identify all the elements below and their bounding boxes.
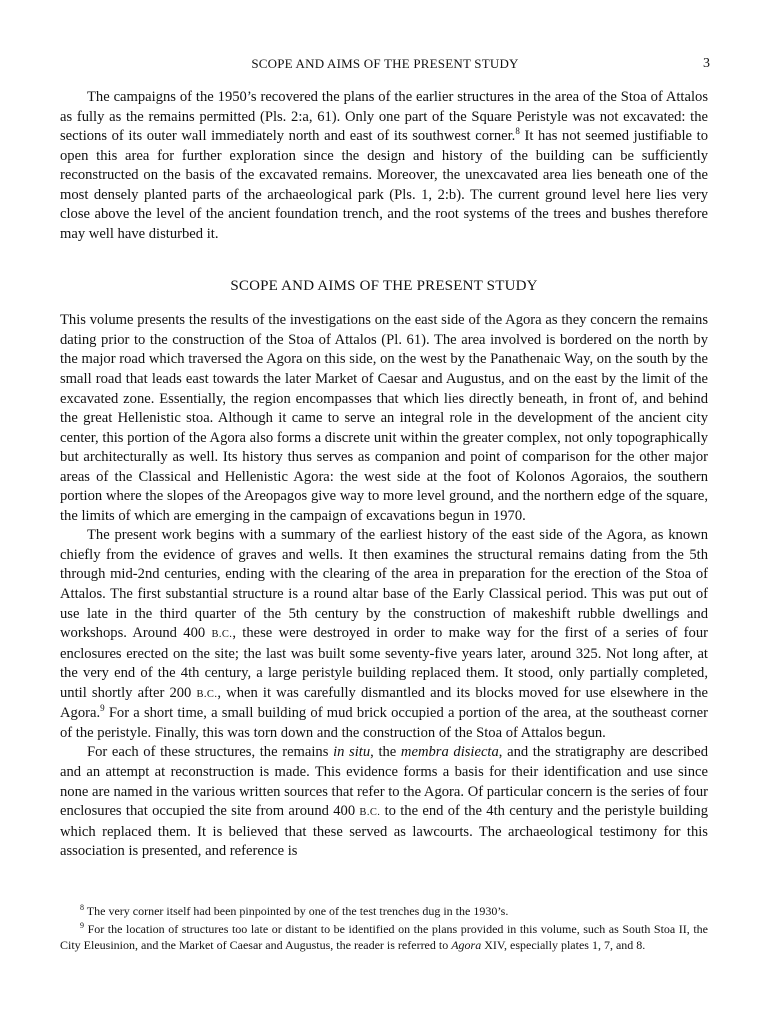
p3-text-d: to the end of the 4th century and the peristyle building which replaced them. It is believed that these served as lawcourts. The archaeological testimony for this association is presented, and reference is <box>60 803 708 860</box>
intro-paragraph <box>60 88 708 244</box>
p2-text-a: The present work begins with a summary of the earliest history of the east side of the Agora, as known chiefly from the evidence of graves and wells. It then examines the structural remains dating from the 5th through mid-2nd centuries, ending with the clearing of the area in preparation for the erection of the Stoa of Attalos. The first substantial structure is a round altar base of the Early Classical period. This was put out of use late in the third quarter of the 5th century by the construction of makeshift rubble dwellings and workshops. Around 400 <box>60 527 708 642</box>
era-abbrev: B.C. <box>196 688 218 700</box>
footnote-text: The very corner itself had been pinpointed by one of the test trenches dug in the 1930’s. <box>86 904 509 918</box>
body-text <box>60 88 708 862</box>
intro-text-2: It has not seemed justifiable to open this area for further exploration since the design and history of the building can be sufficiently reconstructed on the basis of the excavated remains. Moreover, the unexcavated area lies beneath one of the most densely planted parts of the archaeological park (Pls. 1, 2:b). The current ground level here lies very close above the level of the ancient foundation trench, and the root systems of the trees and bushes therefore may well have disturbed it. <box>60 128 708 242</box>
footnote-ref-9[interactable]: 9 <box>100 703 105 714</box>
footnote-text: XIV, especially plates 1, 7, and 8. <box>481 938 646 952</box>
footnote-text: For the location of structures too late or distant to be identified on the plans provided in this volume, such as South Stoa II, the City Eleusinion, and the Market of Caesar and Augustus, the reader is referred to <box>60 922 709 952</box>
running-title: SCOPE AND AIMS OF THE PRESENT STUDY <box>251 56 519 71</box>
p2-text-d: For a short time, a small building of mud brick occupied a portion of the area, at the southeast corner of the peristyle. Finally, this was torn down and the construction of the Stoa of Attalos begun. <box>60 705 708 741</box>
latin-term: in situ <box>333 744 371 761</box>
section-paragraph-1: This volume presents the results of the investigations on the east side of the Agora as they concern the remains dating prior to the construction of the Stoa of Attalos (Pl. 61). The area involved is bordered on the north by the major road which traversed the Agora on this side, on the west by the Panathenaic Way, on the south by the small road that leads east towards the later Market of Caesar and Augustus, and on the east by the limit of the excavated zone. Essentially, the region encompasses that which lies directly beneath, in front of, and behind the great Hellenistic stoa. Although it came to serve an integral role in the development of the ancient city center, this portion of the Agora also forms a discrete unit within the greater complex, not only topographically but architecturally as well. Its history thus serves as companion and point of comparison for the other major areas of the Classical and Hellenistic Agora: the west side at the foot of Kolonos Agoraios, the southern portion where the slopes of the Areopagos give way to more level ground, and the northern edge of the square, the limits of which are emerging in the campaign of excavations begun in 1970. <box>60 312 708 524</box>
footnote-8 <box>60 903 708 919</box>
p3-text-b: , the <box>370 744 401 761</box>
p2-text-b: , these were destroyed in order to make way for the first of a series of four enclosures erected on the site; the last was built some seventy-five years later, around 325. Not long after, at the very end of the 4th century, a large peristyle building replaced them. It stood, only partially completed, until shortly after 200 <box>60 625 708 701</box>
running-head <box>60 56 710 76</box>
latin-term: membra disiecta <box>400 744 499 761</box>
section-heading: SCOPE AND AIMS OF THE PRESENT STUDY <box>230 278 538 295</box>
footnote-ref-8[interactable]: 8 <box>515 126 520 137</box>
section-paragraph-3 <box>60 743 708 861</box>
p3-text-c: , and the stratigraphy are described and an attempt at reconstruction is made. This evidence forms a basis for their identification and use since none are named in the various written sources that refer to the Agora. Of particular concern is the series of four enclosures that occupied the site from around 400 <box>60 744 708 820</box>
footnote-italic: Agora <box>451 938 482 952</box>
era-abbrev: B.C. <box>359 807 381 819</box>
footnote-number: 9 <box>80 921 84 930</box>
era-abbrev: B.C. <box>211 629 233 641</box>
p3-text-a: For each of these structures, the remains <box>87 744 334 761</box>
footnote-9 <box>60 921 708 953</box>
footnote-number: 8 <box>80 903 84 912</box>
p2-text-c: , when it was carefully dismantled and its blocks moved for use elsewhere in the Agora. <box>60 684 708 722</box>
footnotes <box>60 903 708 955</box>
intro-text-1: The campaigns of the 1950’s recovered the plans of the earlier structures in the area of the Stoa of Attalos as fully as the remains permitted (Pls. 2:a, 61). Only one part of the Square Peristyle was not excavated: the sections of its outer wall immediately north and east of its southwest corner. <box>60 89 708 145</box>
page-number: 3 <box>703 56 710 71</box>
section-paragraph-2 <box>60 526 708 743</box>
